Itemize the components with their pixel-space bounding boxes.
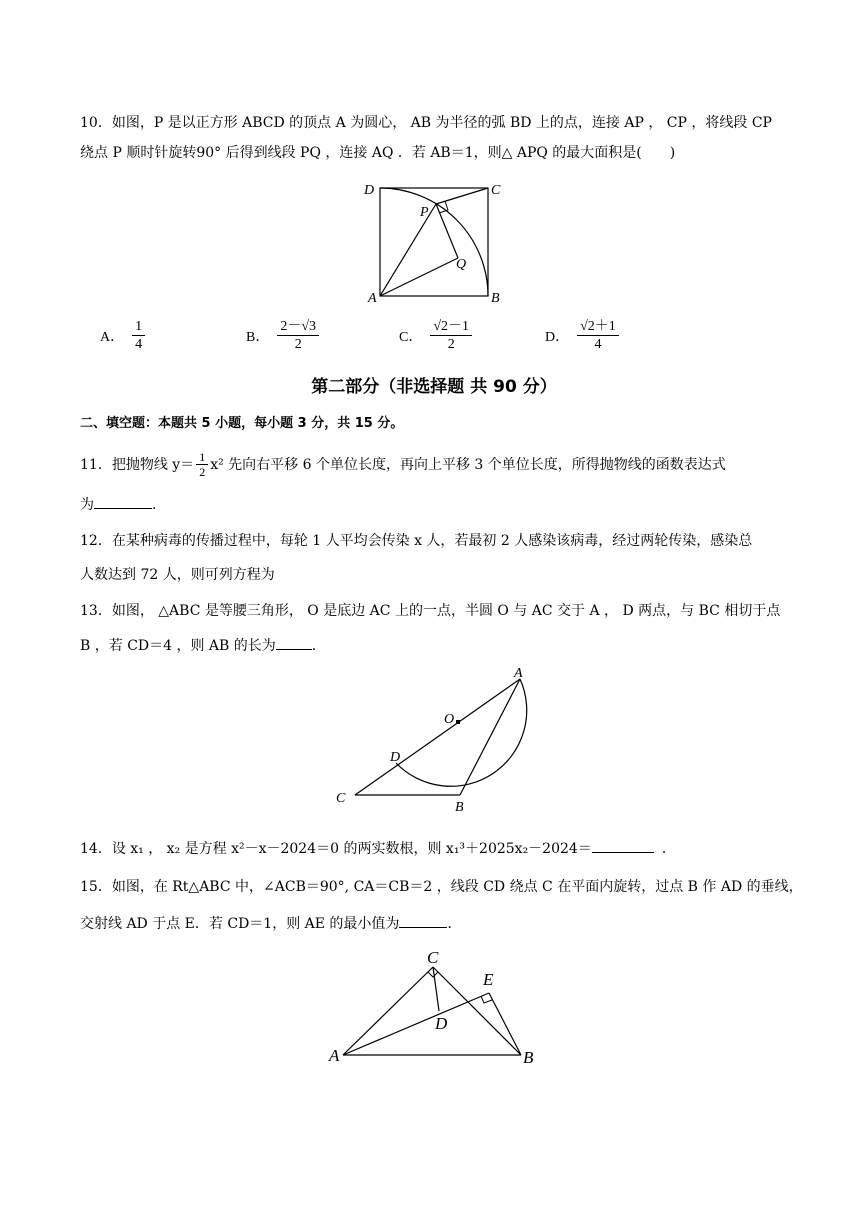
q15-label-e: E	[483, 970, 494, 989]
q12-stem-line2: 人数达到 72 人，则可列方程为	[80, 567, 275, 583]
q13-center-point	[456, 720, 460, 724]
q14-answer-blank[interactable]	[592, 838, 654, 853]
q15-line2-text: 交射线 AD 于点 E．若 CD＝1，则 AE 的最小值为	[80, 916, 400, 932]
q11-fraction-num: 1	[196, 450, 208, 465]
q10-option-c-den: 2	[447, 337, 455, 352]
q10-label-c: C	[491, 183, 501, 198]
q13-stem-line1: 13．如图， △ABC 是等腰三角形， O 是底边 AC 上的一点，半圆 O 与 AC 交于 A ， D 两点，与 BC 相切于点	[80, 603, 781, 619]
q14-stem	[80, 838, 676, 859]
q15-label-a: A	[329, 1046, 340, 1065]
q13-stem-line2	[80, 635, 326, 656]
q15-right-angle-e	[481, 996, 492, 1003]
q10-label-q: Q	[456, 257, 467, 272]
q10-segment-pc	[436, 188, 488, 204]
q10-option-a[interactable]	[100, 318, 145, 353]
q11-line2-text: 为	[80, 497, 94, 513]
q15-stem-line2	[80, 913, 461, 934]
q10-label-p: P	[420, 205, 429, 220]
part2-title: 第二部分（非选择题 共 90 分）	[311, 377, 557, 397]
q10-stem-line1: 10．如图，P 是以正方形 ABCD 的顶点 A 为圆心， AB 为半径的弧 BD 上的点，连接 AP ， CP ，将线段 CP	[80, 115, 772, 131]
q15-label-b: B	[523, 1048, 534, 1067]
q10-option-d-fraction	[577, 318, 619, 353]
q10-label-b: B	[491, 291, 500, 305]
q13-label-c: C	[336, 791, 346, 806]
q15-segment-ac	[343, 967, 433, 1055]
q10-option-c-label: C．	[399, 329, 423, 345]
q10-option-c-fraction	[430, 318, 472, 353]
q13-label-o: O	[444, 712, 455, 727]
q10-option-a-label: A．	[100, 329, 125, 345]
q13-line2-text: B ，若 CD＝4 ，则 AB 的长为	[80, 638, 276, 654]
q10-option-c-num: √2－1	[430, 318, 472, 336]
q11-after-fraction: x² 先向右平移 6 个单位长度，再向上平移 3 个单位长度，所得抛物线的函数表达式	[210, 456, 726, 473]
q10-option-a-fraction	[132, 318, 145, 353]
q10-stem-line2: 绕点 P 顺时针旋转90° 后得到线段 PQ ，连接 AQ ．若 AB＝1，则△ APQ 的最大面积是( )	[80, 145, 676, 161]
q10-option-b[interactable]	[246, 318, 319, 353]
q15-label-c: C	[427, 948, 439, 967]
q10-option-d-label: D．	[545, 329, 570, 345]
q10-option-d-den: 4	[594, 337, 602, 352]
q14-text: 14．设 x₁ ， x₂ 是方程 x²－x－2024＝0 的两实数根，则 x₁³＋2025x₂－2024＝	[80, 841, 592, 857]
q10-arc-bd	[380, 188, 488, 296]
q10-label-d: D	[364, 183, 375, 198]
q11-stem-line1	[80, 450, 726, 479]
q13-line2-end: ．	[311, 638, 326, 654]
q13-label-d: D	[390, 750, 401, 765]
q10-option-a-num: 1	[132, 318, 145, 336]
q10-option-b-num: 2－√3	[277, 318, 319, 336]
q13-answer-blank[interactable]	[276, 635, 312, 650]
q10-option-d[interactable]	[545, 318, 619, 353]
section2-heading: 二、填空题：本题共 5 小题，每小题 3 分，共 15 分。	[80, 416, 404, 431]
q11-prefix: 11．把抛物线 y＝	[80, 456, 195, 473]
q11-answer-blank[interactable]	[94, 494, 152, 509]
q11-fraction	[196, 450, 208, 479]
q13-semicircle	[396, 679, 527, 786]
q15-line2-end: ．	[447, 916, 462, 932]
q13-figure	[330, 665, 550, 815]
q13-segment-ca	[355, 679, 520, 795]
q13-segment-ab	[460, 679, 520, 795]
q15-figure	[325, 945, 550, 1070]
q15-segment-be	[489, 993, 521, 1055]
q15-label-d: D	[435, 1014, 448, 1033]
q15-ray-ae	[343, 993, 489, 1055]
q10-square	[380, 188, 488, 296]
q15-right-angle-c	[428, 972, 438, 977]
q10-label-a: A	[368, 291, 377, 305]
q11-fraction-den: 2	[199, 465, 206, 479]
q10-option-a-den: 4	[135, 337, 143, 352]
q13-label-a: A	[514, 666, 523, 681]
q13-label-b: B	[455, 800, 464, 815]
q10-option-c[interactable]	[399, 318, 472, 353]
q10-option-d-num: √2＋1	[577, 318, 619, 336]
q10-segment-pq	[436, 204, 458, 258]
q15-answer-blank[interactable]	[399, 913, 447, 928]
q12-stem-line1: 12．在某种病毒的传播过程中，每轮 1 人平均会传染 x 人，若最初 2 人感染该病毒，经过两轮传染，感染总	[80, 533, 753, 549]
q10-figure	[360, 180, 510, 305]
q15-stem-line1: 15．如图，在 Rt△ABC 中，∠ACB＝90°, CA＝CB＝2 ，线段 CD 绕点 C 在平面内旋转，过点 B 作 AD 的垂线，	[80, 879, 803, 895]
q10-option-b-fraction	[277, 318, 319, 353]
q10-option-b-label: B．	[246, 329, 270, 345]
q14-end: ．	[661, 841, 676, 857]
q11-stem-line2: 为 .	[80, 494, 156, 515]
q10-option-b-den: 2	[294, 337, 302, 352]
